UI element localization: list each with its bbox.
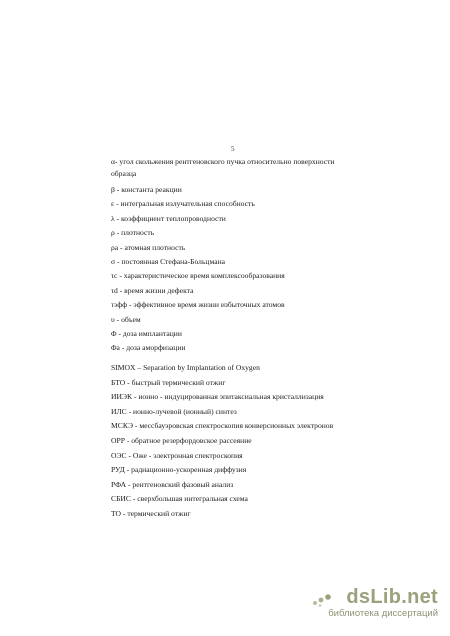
dslib-watermark: [312, 586, 438, 622]
abbreviations-list: [111, 361, 411, 522]
abbreviation-entry: МСКЭ - мессбауэровская спектроскопия конверсионных электронов: [111, 421, 334, 431]
symbol-entry: образца: [111, 169, 137, 178]
symbol-entry: Φa - доза аморфизации: [111, 343, 186, 353]
symbol-entry: ρ - плотность: [111, 228, 155, 238]
symbol-entry: τэфф - эффективное время жизни избыточных атомов: [111, 300, 285, 310]
watermark-brand: dsLib.net: [346, 586, 438, 608]
symbols-list: [111, 157, 411, 356]
abbreviation-entry: ИИЭК - ионно - индуцированная эпитаксиальная кристаллизация: [111, 392, 324, 402]
abbreviation-entry: СБИС - сверхбольшая интегральная схема: [111, 494, 248, 504]
symbol-entry: ρa - атомная плотность: [111, 242, 186, 252]
symbol-entry: β - константа реакции: [111, 185, 182, 194]
symbol-entry: υ - объем: [111, 314, 141, 324]
abbreviation-entry: РФА - рентгеновский фазовый анализ: [111, 479, 234, 489]
dots-logo-icon: [312, 593, 338, 607]
symbol-entry: λ - коэффициент теплопроводности: [111, 213, 226, 223]
symbol-entry: τd - время жизни дефекта: [111, 285, 194, 295]
symbol-entry: ε - интегральная излучательная способность: [111, 199, 255, 209]
symbol-entry: Φ - доза имплантации: [111, 329, 182, 339]
watermark-subtitle: библиотека диссертаций: [328, 608, 438, 619]
abbreviation-entry: ТО - термический отжиг: [111, 508, 191, 518]
abbreviation-entry: БТО - быстрый термический отжиг: [111, 377, 226, 387]
symbol-entry: σ - постоянная Стефана-Больцмана: [111, 257, 226, 267]
abbreviation-entry: ОЭС - Оже - электронная спектроскопия: [111, 450, 243, 460]
abbreviation-entry: ИЛС - ионно-лучевой (ионный) синтез: [111, 406, 237, 416]
symbol-entry: α- угол скольжения рентгеновского пучка относительно поверхности: [111, 157, 335, 166]
abbreviation-entry: ОРР - обратное резерфордовское рассеяние: [111, 435, 252, 445]
symbol-entry: τc - характеристическое время комплексообразования: [111, 271, 285, 281]
page-number: 5: [231, 145, 235, 153]
abbreviation-entry: РУД - радиационно-ускоренная диффузия: [111, 465, 247, 475]
abbreviation-entry: SIMOX – Separation by Implantation of Oxygen: [111, 363, 260, 372]
